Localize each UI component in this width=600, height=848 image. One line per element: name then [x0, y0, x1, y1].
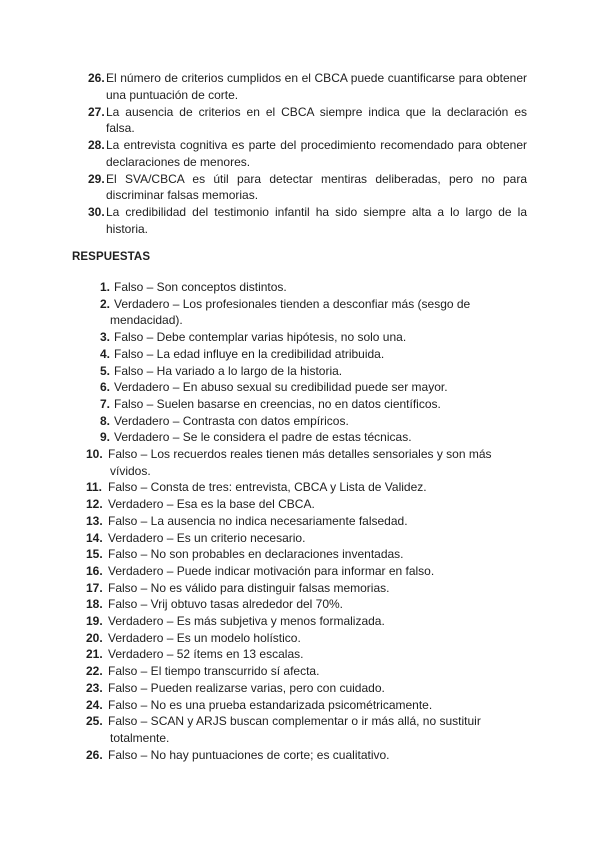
answer-item	[86, 513, 526, 530]
answer-number: 8.	[99, 413, 110, 428]
answer-text: Falso – No es una prueba estandarizada psicométricamente.	[108, 697, 433, 712]
answer-number: 2.	[99, 296, 110, 311]
answer-text: Falso – No son probables en declaraciones inventadas.	[108, 547, 404, 562]
answer-number: 7.	[99, 396, 110, 411]
answer-text: Falso – La edad influye en la credibilidad atribuida.	[114, 346, 385, 361]
answer-item	[86, 747, 526, 764]
answer-number: 11.	[86, 480, 103, 495]
answer-text: Verdadero – Se le considera el padre de estas técnicas.	[114, 430, 412, 445]
answer-number: 20.	[86, 630, 103, 645]
answer-number: 13.	[86, 513, 103, 528]
question-list	[88, 70, 527, 238]
answer-item	[86, 530, 526, 547]
answer-item	[86, 296, 526, 329]
answer-number: 16.	[86, 563, 103, 578]
answer-number: 12.	[86, 497, 103, 512]
answer-text-continuation: mendacidad).	[110, 313, 183, 328]
answer-text-continuation: vívidos.	[110, 463, 151, 478]
answer-text: Falso – Suelen basarse en creencias, no en datos científicos.	[114, 396, 441, 411]
answer-text: Verdadero – Puede indicar motivación para informar en falso.	[108, 563, 435, 578]
answer-item	[86, 663, 526, 680]
answer-item	[86, 596, 526, 613]
answer-item	[86, 479, 526, 496]
answer-number: 9.	[99, 430, 110, 445]
answers-heading: RESPUESTAS	[72, 251, 151, 263]
question-number: 27.	[88, 104, 105, 119]
answer-text: Falso – La ausencia no indica necesariamente falsedad.	[108, 513, 408, 528]
answer-list	[86, 279, 526, 763]
answer-number: 1.	[99, 280, 110, 294]
question-text: La credibilidad del testimonio infantil ha sido siempre alta a lo largo de la historia.	[106, 205, 527, 236]
answer-text: Falso – No hay puntuaciones de corte; es cualitativo.	[108, 747, 390, 762]
answer-number: 18.	[86, 597, 103, 612]
answer-text: Falso – Son conceptos distintos.	[114, 280, 287, 294]
answer-item	[86, 713, 526, 746]
answer-item	[86, 496, 526, 513]
answer-number: 10.	[86, 447, 103, 462]
question-text: La ausencia de criterios en el CBCA siempre indica que la declaración es falsa.	[106, 104, 527, 135]
answer-item	[86, 680, 526, 697]
answer-number: 21.	[86, 647, 103, 662]
answer-item	[86, 646, 526, 663]
answer-item	[86, 563, 526, 580]
answer-item	[86, 396, 526, 413]
answer-text-continuation: totalmente.	[110, 730, 170, 745]
answer-text: Falso – Los recuerdos reales tienen más detalles sensoriales y son más	[108, 447, 492, 462]
answer-text: Falso – Ha variado a lo largo de la historia.	[114, 363, 343, 378]
question-text: La entrevista cognitiva es parte del procedimiento recomendado para obtener declaraciones de menores.	[106, 138, 527, 169]
question-item	[88, 171, 527, 204]
answer-text: Falso – Pueden realizarse varias, pero con cuidado.	[108, 680, 385, 695]
question-item	[88, 104, 527, 137]
answer-item	[86, 279, 526, 296]
answer-item	[86, 329, 526, 346]
answer-number: 26.	[86, 747, 103, 762]
answer-item	[86, 613, 526, 630]
answer-number: 23.	[86, 680, 103, 695]
answer-text: Verdadero – Es un modelo holístico.	[108, 630, 301, 645]
question-number: 26.	[88, 71, 105, 85]
answer-text: Verdadero – Contrasta con datos empíricos.	[114, 413, 349, 428]
answer-number: 14.	[86, 530, 103, 545]
answer-item	[86, 580, 526, 597]
answer-text: Verdadero – 52 ítems en 13 escalas.	[108, 647, 304, 662]
answer-item	[86, 346, 526, 363]
answer-number: 5.	[99, 363, 110, 378]
answer-text: Falso – SCAN y ARJS buscan complementar o ir más allá, no sustituir	[108, 714, 481, 729]
answer-item	[86, 363, 526, 380]
answer-item	[86, 630, 526, 647]
answer-number: 15.	[86, 547, 103, 562]
answer-item	[86, 697, 526, 714]
question-item	[88, 70, 527, 103]
answer-text: Verdadero – Los profesionales tienden a desconfiar más (sesgo de	[114, 296, 471, 311]
question-text: El SVA/CBCA es útil para detectar mentiras deliberadas, pero no para discriminar falsas memorias.	[106, 171, 527, 202]
question-number: 29.	[88, 171, 105, 186]
answer-item	[86, 546, 526, 563]
answer-text: Verdadero – Es un criterio necesario.	[108, 530, 306, 545]
question-item	[88, 137, 527, 170]
answer-text: Falso – Debe contemplar varias hipótesis, no solo una.	[114, 330, 407, 345]
answer-number: 22.	[86, 664, 103, 679]
answer-item	[86, 379, 526, 396]
answer-number: 6.	[99, 380, 110, 395]
answer-text: Verdadero – Esa es la base del CBCA.	[108, 497, 315, 512]
answer-text: Falso – Consta de tres: entrevista, CBCA y Lista de Validez.	[108, 480, 427, 495]
question-item	[88, 204, 527, 237]
answer-number: 17.	[86, 580, 103, 595]
question-text: El número de criterios cumplidos en el CBCA puede cuantificarse para obtener una puntuación de corte.	[106, 71, 527, 102]
answer-number: 25.	[86, 714, 103, 729]
question-number: 30.	[88, 205, 105, 219]
answer-number: 3.	[99, 330, 110, 345]
answer-text: Falso – No es válido para distinguir falsas memorias.	[108, 580, 390, 595]
answer-number: 4.	[99, 346, 110, 361]
answer-number: 19.	[86, 614, 103, 629]
answer-item	[86, 429, 526, 446]
answer-text: Falso – Vrij obtuvo tasas alrededor del 70%.	[108, 597, 344, 612]
answer-text: Falso – El tiempo transcurrido sí afecta.	[108, 664, 320, 679]
question-number: 28.	[88, 138, 105, 152]
answer-item	[86, 446, 526, 479]
answer-text: Verdadero – Es más subjetiva y menos formalizada.	[108, 614, 385, 629]
answer-number: 24.	[86, 697, 103, 712]
answer-item	[86, 413, 526, 430]
answer-text: Verdadero – En abuso sexual su credibilidad puede ser mayor.	[114, 380, 448, 395]
